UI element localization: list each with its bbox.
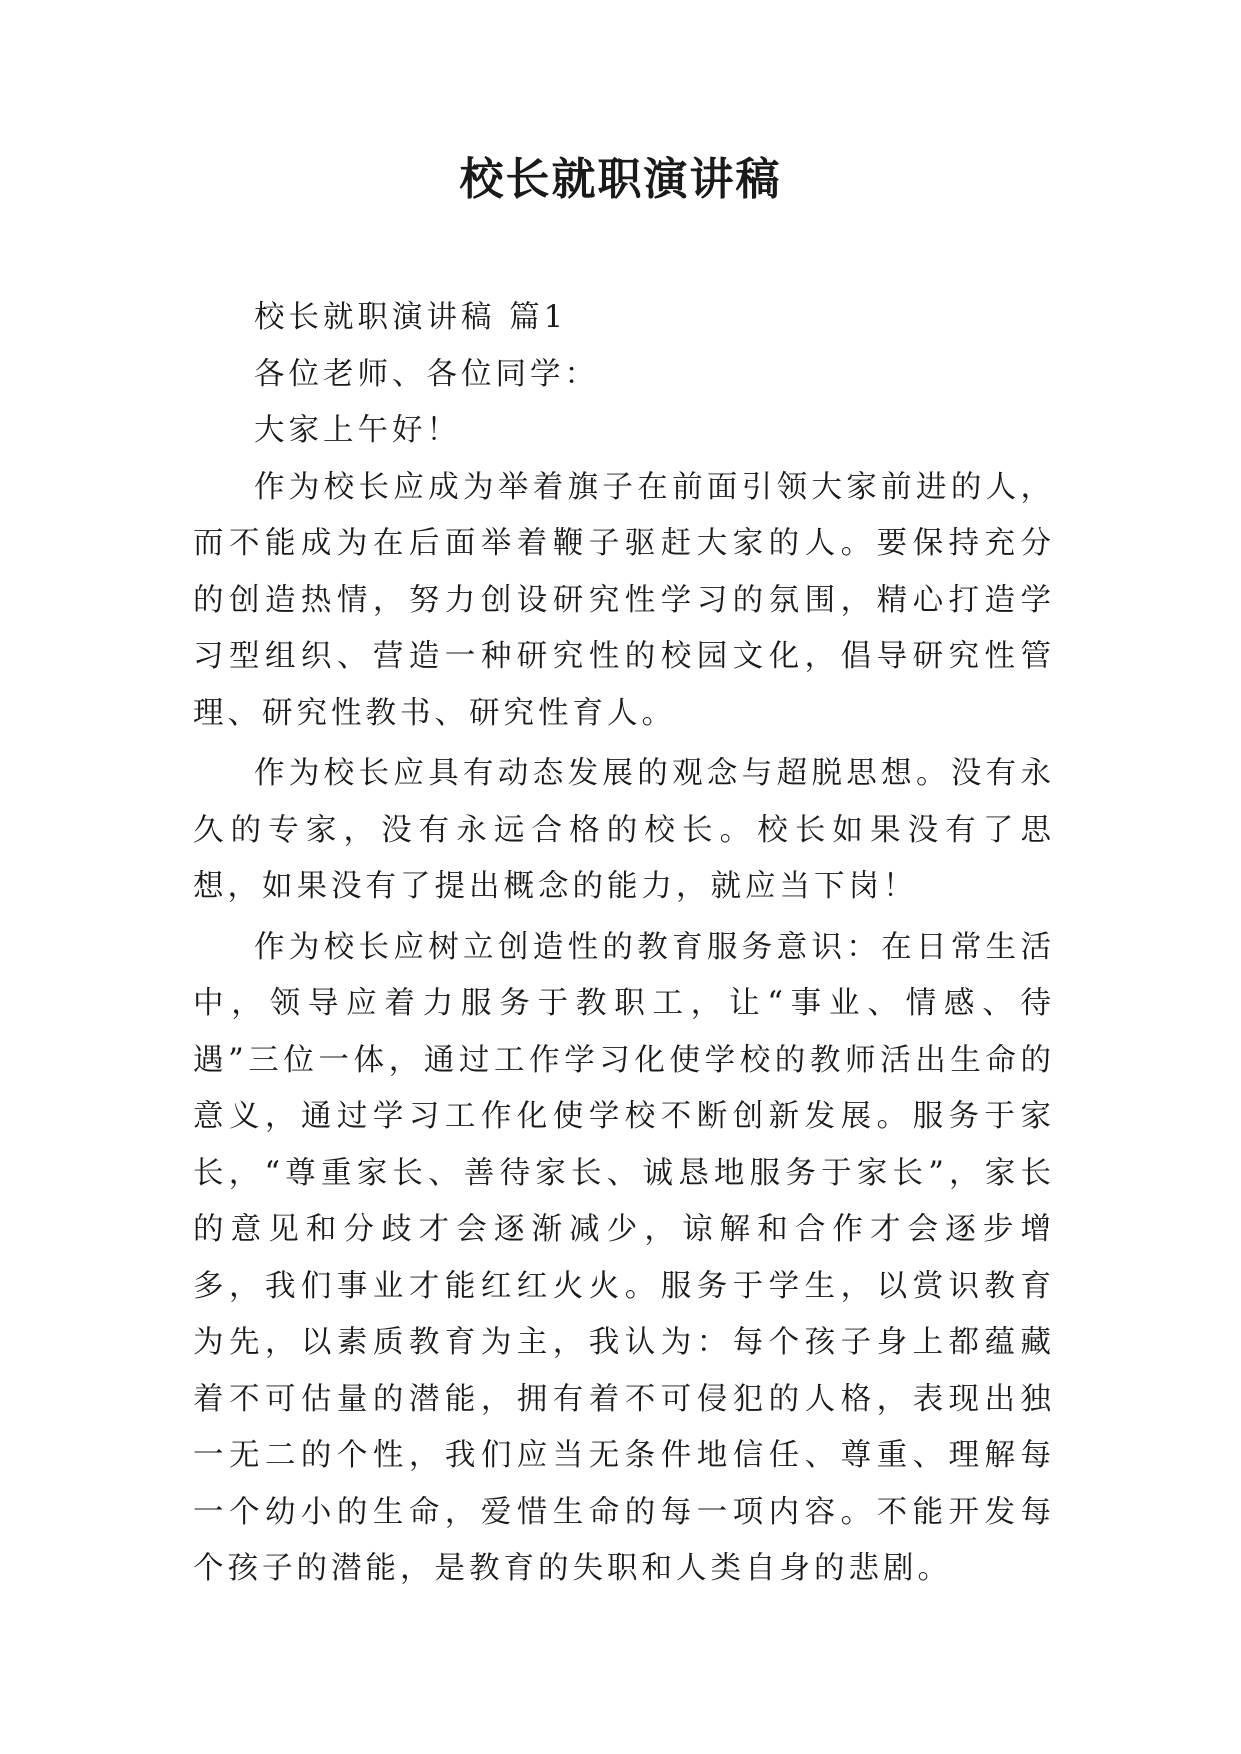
document-title: 校长就职演讲稿 [459,154,782,205]
document-body [193,290,1055,1598]
body-paragraph: 作为校长应成为举着旗子在前面引领大家前进的人，而不能成为在后面举着鞭子驱赶大家的人。要保持充分的创造热情，努力创设研究性学习的氛围，精心打造学习型组织、营造一种研究性的校园文化，倡导研究性管理、研究性教书、研究性育人。 [193,469,1055,731]
greeting: 大家上午好！ [254,413,461,448]
body-paragraph: 作为校长应树立创造性的教育服务意识：在日常生活中，领导应着力服务于教职工，让“事业、情感、待遇”三位一体，通过工作学习化使学校的教师活出生命的意义，通过学习工作化使学校不断创新发展。服务于家长，“尊重家长、善待家长、诚恳地服务于家长”，家长的意见和分歧才会逐渐减少，谅解和合作才会逐步增多，我们事业才能红红火火。服务于学生，以赏识教育为先，以素质教育为主，我认为：每个孩子身上都蕴藏着不可估量的潜能，拥有着不可侵犯的人格，表现出独一无二的个性，我们应当无条件地信任、尊重、理解每一个幼小的生命，爱惜生命的每一项内容。不能开发每个孩子的潜能，是教育的失职和人类自身的悲剧。 [193,929,1055,1586]
section-heading: 校长就职演讲稿 篇1 [254,300,568,335]
salutation: 各位老师、各位同学： [254,356,599,392]
body-paragraph: 作为校长应具有动态发展的观念与超脱思想。没有永久的专家，没有永远合格的校长。校长如果没有了思想，如果没有了提出概念的能力，就应当下岗！ [193,756,1055,904]
